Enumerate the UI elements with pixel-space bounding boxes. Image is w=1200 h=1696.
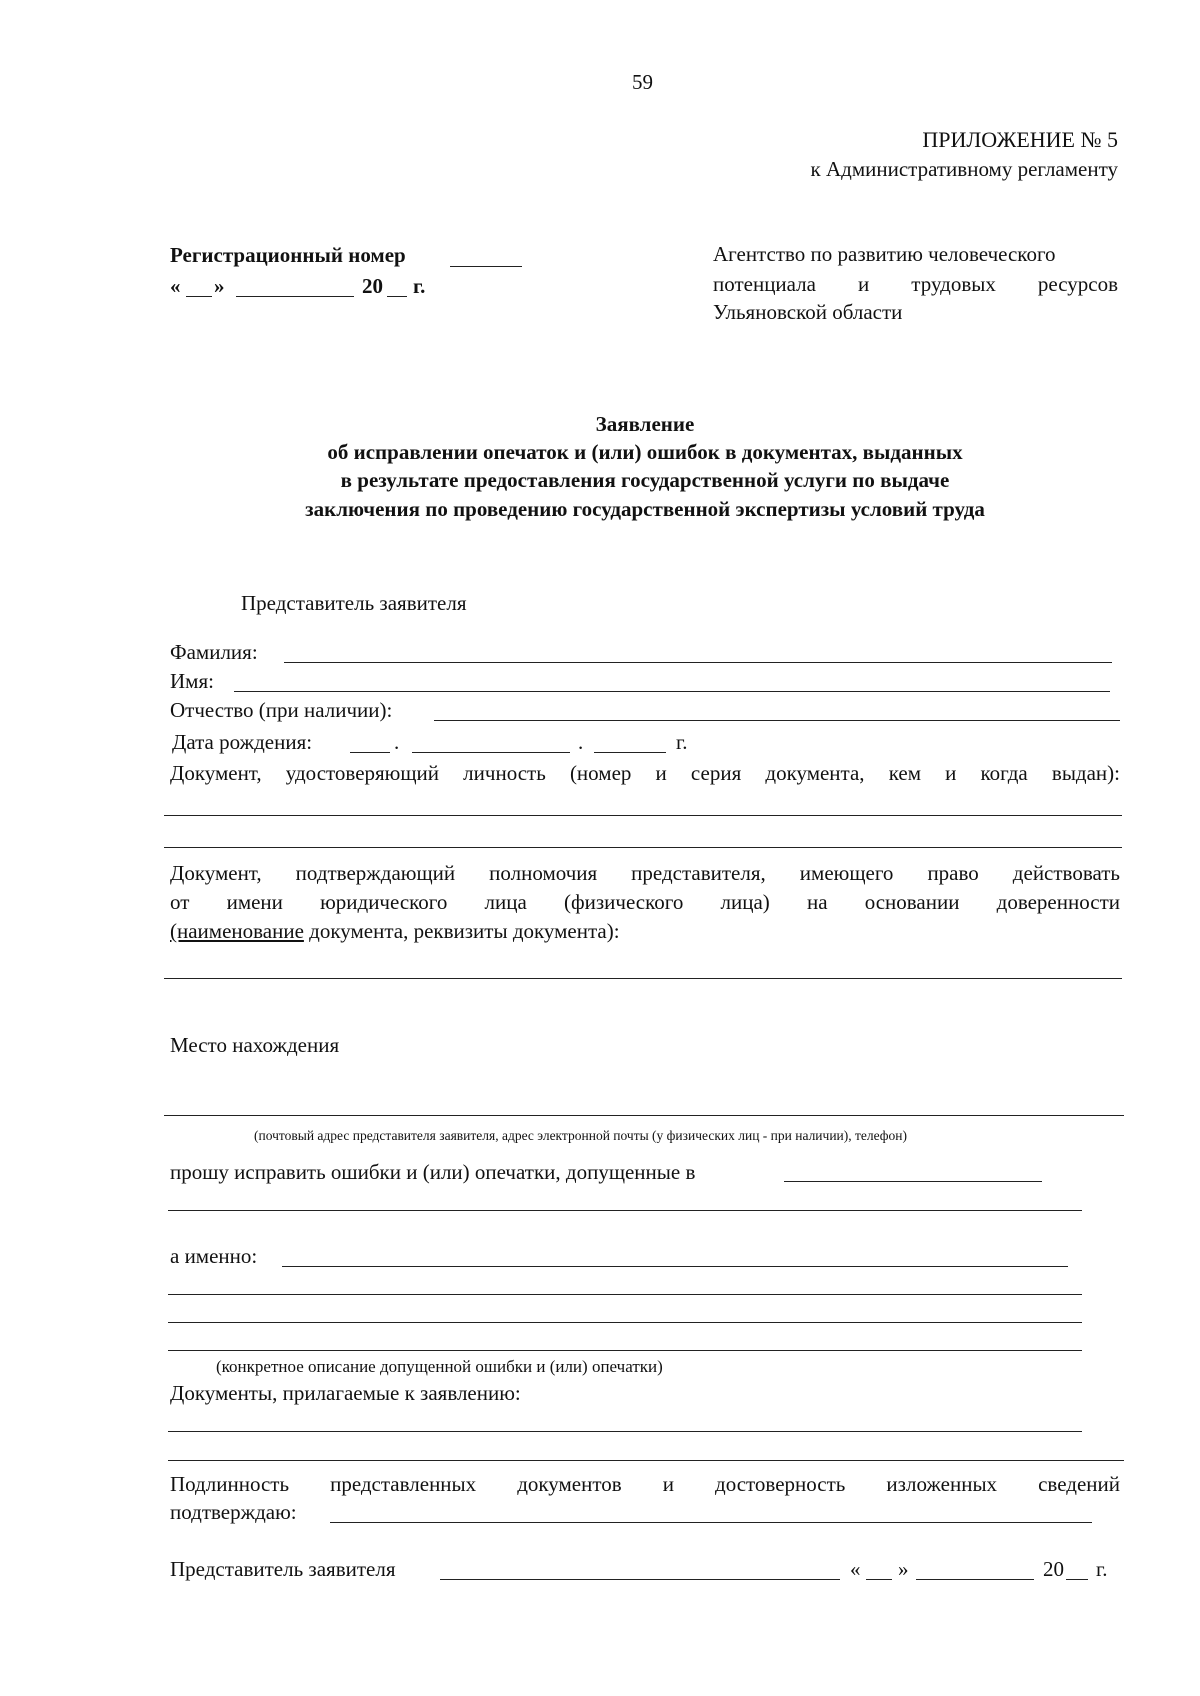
id-document-field-2[interactable] xyxy=(164,847,1122,848)
registration-label: Регистрационный номер xyxy=(170,243,406,267)
signature-year-field[interactable] xyxy=(1066,1579,1088,1580)
authority-document-line-3 xyxy=(170,919,620,944)
registration-day-field xyxy=(186,296,212,297)
registration-year-prefix: 20 xyxy=(362,274,383,298)
id-document-label: Документ, удостоверяющий личность (номер и серия документа, кем и когда выдан): xyxy=(170,761,1120,785)
signature-label: Представитель заявителя xyxy=(170,1557,396,1581)
birthdate-year-suffix: г. xyxy=(676,730,688,754)
patronymic-field[interactable] xyxy=(434,720,1120,721)
appendix-subtitle: к Административному регламенту xyxy=(810,157,1118,181)
heading-line-2: об исправлении опечаток и (или) ошибок в документах, выданных xyxy=(327,440,963,464)
birthdate-day-field[interactable] xyxy=(350,752,390,753)
confirmation-line-1: Подлинность представленных документов и достоверность изложенных сведений xyxy=(170,1472,1120,1496)
signature-year-suffix: г. xyxy=(1096,1557,1108,1581)
patronymic-label: Отчество (при наличии): xyxy=(170,698,393,722)
namely-field-4[interactable] xyxy=(168,1350,1082,1351)
attachments-field-1[interactable] xyxy=(168,1431,1082,1432)
surname-field[interactable] xyxy=(284,662,1112,663)
page-number: 59 xyxy=(632,70,653,94)
heading-line-3: в результате предоставления государственной услуги по выдаче xyxy=(340,468,950,492)
registration-date-close: » xyxy=(214,274,225,298)
surname-label: Фамилия: xyxy=(170,640,258,664)
birthdate-month-field[interactable] xyxy=(412,752,570,753)
authority-document-rest: документа, реквизиты документа): xyxy=(303,919,620,943)
authority-document-field[interactable] xyxy=(164,978,1122,979)
signature-month-field[interactable] xyxy=(916,1579,1034,1580)
birthdate-dot-1: . xyxy=(394,730,400,754)
agency-word: трудовых xyxy=(911,272,996,296)
confirmation-line-2: подтверждаю: xyxy=(170,1500,297,1524)
namely-field-1[interactable] xyxy=(282,1266,1068,1267)
agency-line-3: Ульяновской области xyxy=(713,300,903,324)
authority-document-line-1: Документ, подтверждающий полномочия представителя, имеющего право действовать xyxy=(170,861,1120,885)
authority-document-underlined: (наименование xyxy=(170,919,304,943)
agency-word: потенциала xyxy=(713,272,816,296)
confirmation-signature-field[interactable] xyxy=(330,1522,1092,1523)
attachments-field-2[interactable] xyxy=(168,1460,1124,1461)
namely-field-2[interactable] xyxy=(168,1294,1082,1295)
registration-year-field xyxy=(387,296,407,297)
signature-day-field[interactable] xyxy=(866,1579,892,1580)
request-field-2[interactable] xyxy=(168,1210,1082,1211)
authority-document-line-2: от имени юридического лица (физического лица) на основании доверенности xyxy=(170,890,1120,914)
id-document-field-1[interactable] xyxy=(164,815,1122,816)
appendix-title: ПРИЛОЖЕНИЕ № 5 xyxy=(922,127,1118,152)
heading-line-4: заключения по проведению государственной экспертизы условий труда xyxy=(305,497,985,521)
request-document-field[interactable] xyxy=(784,1181,1042,1182)
signature-date-open: « xyxy=(850,1557,861,1581)
namely-label: а именно: xyxy=(170,1244,258,1268)
agency-word: и xyxy=(858,272,870,296)
location-hint: (почтовый адрес представителя заявителя, адрес электронной почты (у физических лиц - при наличии), телефон) xyxy=(254,1128,908,1143)
signature-date-close: » xyxy=(898,1557,909,1581)
registration-number-field xyxy=(450,266,522,267)
heading-line-1: Заявление xyxy=(595,412,695,436)
registration-year-suffix: г. xyxy=(413,274,426,298)
namely-hint: (конкретное описание допущенной ошибки и (или) опечатки) xyxy=(216,1357,663,1376)
name-field[interactable] xyxy=(234,691,1110,692)
name-label: Имя: xyxy=(170,669,214,693)
signature-field[interactable] xyxy=(440,1579,840,1580)
agency-word: ресурсов xyxy=(1037,272,1118,296)
registration-date-open: « xyxy=(170,274,181,298)
location-field[interactable] xyxy=(164,1115,1124,1116)
birthdate-dot-2: . xyxy=(578,730,584,754)
birthdate-label: Дата рождения: xyxy=(172,730,313,754)
signature-year-prefix: 20 xyxy=(1043,1557,1064,1581)
agency-line-1: Агентство по развитию человеческого xyxy=(713,242,1056,266)
registration-month-field xyxy=(236,296,354,297)
namely-field-3[interactable] xyxy=(168,1322,1082,1323)
location-label: Место нахождения xyxy=(170,1033,340,1057)
agency-line-2 xyxy=(713,272,1118,297)
request-label: прошу исправить ошибки и (или) опечатки, допущенные в xyxy=(170,1160,696,1184)
representative-section-title: Представитель заявителя xyxy=(241,591,467,615)
attachments-label: Документы, прилагаемые к заявлению: xyxy=(170,1381,521,1405)
birthdate-year-field[interactable] xyxy=(594,752,666,753)
